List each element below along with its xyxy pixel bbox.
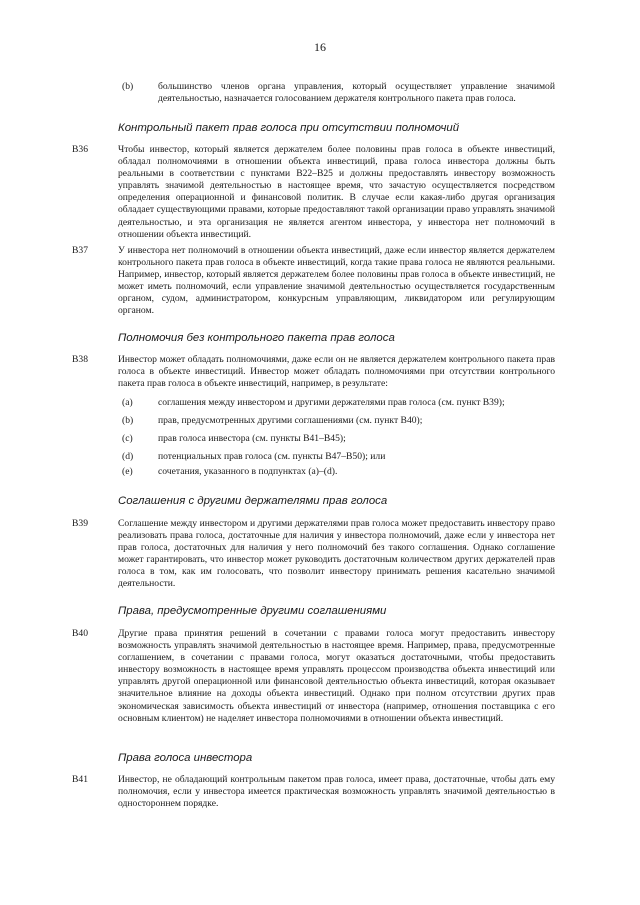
list-item-text: сочетания, указанного в подпунктах (a)–(d).	[158, 466, 338, 477]
section-heading: Права голоса инвестора	[118, 752, 253, 764]
list-item-label: (e)	[122, 466, 133, 477]
intro-item-label: (b)	[122, 81, 134, 92]
paragraph-label-b39: B39	[72, 518, 88, 529]
paragraph-label-b40: B40	[72, 628, 88, 639]
page-number: 16	[314, 40, 326, 54]
intro-item-text: большинство членов органа управления, который осуществляет управление значимой деятельностью, назначается голосованием держателя контрольного пакета прав голоса.	[158, 81, 555, 105]
paragraph-label-b41: B41	[72, 774, 88, 785]
section-heading: Соглашения с другими держателями прав голоса	[118, 495, 388, 507]
section-heading: Полномочия без контрольного пакета прав голоса	[118, 332, 395, 344]
paragraph-b37: У инвестора нет полномочий в отношении объекта инвестиций, даже если инвестор является держателем контрольного пакета прав голоса в объекте инвестиций, когда такие права голоса не являются реальными. Например, инвестор, который является держателем более половины прав голоса в объекте инвестиций, не может иметь полномочий, если управление значимой деятельностью осуществляется государственным органом, судом, администратором, конкурсным управляющим, ликвидатором или регулирующим органом.	[118, 245, 555, 317]
paragraph-b41: Инвестор, не обладающий контрольным пакетом прав голоса, имеет права, достаточные, чтобы дать ему полномочия, если у инвестора имеется практическая возможность управлять значимой деятельностью в одностороннем порядке.	[118, 774, 555, 810]
list-item-text: потенциальных прав голоса (см. пункты B47–B50); или	[158, 451, 386, 462]
paragraph-label-b38: B38	[72, 354, 88, 365]
list-item-label: (c)	[122, 433, 133, 444]
section-heading: Контрольный пакет прав голоса при отсутствии полномочий	[118, 122, 460, 134]
list-item-text: прав голоса инвестора (см. пункты B41–B45);	[158, 433, 346, 444]
paragraph-b39: Соглашение между инвестором и другими держателями прав голоса может предоставить инвестору право реализовать права голоса, достаточные для наличия у инвестора полномочий, даже если у инвестора нет прав голоса, достаточных для наличия у него полномочий без такого соглашения. Однако соглашение может гарантировать, что инвестор может руководить достаточным количеством других держателей прав голоса в том, как им голосовать, что позволит инвестору принимать решения касательно значимой деятельности.	[118, 518, 555, 590]
paragraph-b38: Инвестор может обладать полномочиями, даже если он не является держателем контрольного пакета прав голоса в объекте инвестиций. Инвестор может обладать полномочиями при отсутствии контрольного пакета прав голоса в объекте инвестиций, например, в результате:	[118, 354, 555, 390]
paragraph-label-b36: B36	[72, 144, 88, 155]
paragraph-label-b37: B37	[72, 245, 88, 256]
section-heading: Права, предусмотренные другими соглашениями	[118, 605, 387, 617]
list-item-text: соглашения между инвестором и другими держателями прав голоса (см. пункт B39);	[158, 397, 505, 408]
list-item-label: (d)	[122, 451, 134, 462]
list-item-label: (b)	[122, 415, 134, 426]
list-item-text: прав, предусмотренных другими соглашениями (см. пункт B40);	[158, 415, 423, 426]
paragraph-b36: Чтобы инвестор, который является держателем более половины прав голоса в объекте инвестиций, обладал полномочиями в отношении объекта инвестиций, права голоса инвестора должны быть реальными в соответствии с пунктами B22–B25 и должны предоставлять инвестору возможность управлять значимой деятельностью в настоящее время, что зачастую осуществляется посредством определения операционной и финансовой политик. В случае если какая-либо другая организация обладает существующими правами, которые предоставляют такой организации право управлять значимой деятельностью, и эта организация не является агентом инвестора, у инвестора нет полномочий в отношении объекта инвестиций.	[118, 144, 555, 240]
paragraph-b40: Другие права принятия решений в сочетании с правами голоса могут предоставить инвестору возможность управлять значимой деятельностью в настоящее время. Например, права, предусмотренные соглашением, в сочетании с правами голоса, могут оказаться достаточными, чтобы предоставить инвестору возможность в настоящее время управлять процессом производства объекта инвестиций или управлять другой операционной или финансовой деятельностью объекта инвестиций, которая оказывает значительное влияние на доходы объекта инвестиций. Однако при полном отсутствии других прав экономическая зависимость объекта инвестиций от инвестора (например, отношения поставщика с его основным клиентом) не наделяет инвестора полномочиями в отношении объекта инвестиций.	[118, 628, 555, 724]
list-item-label: (a)	[122, 397, 133, 408]
